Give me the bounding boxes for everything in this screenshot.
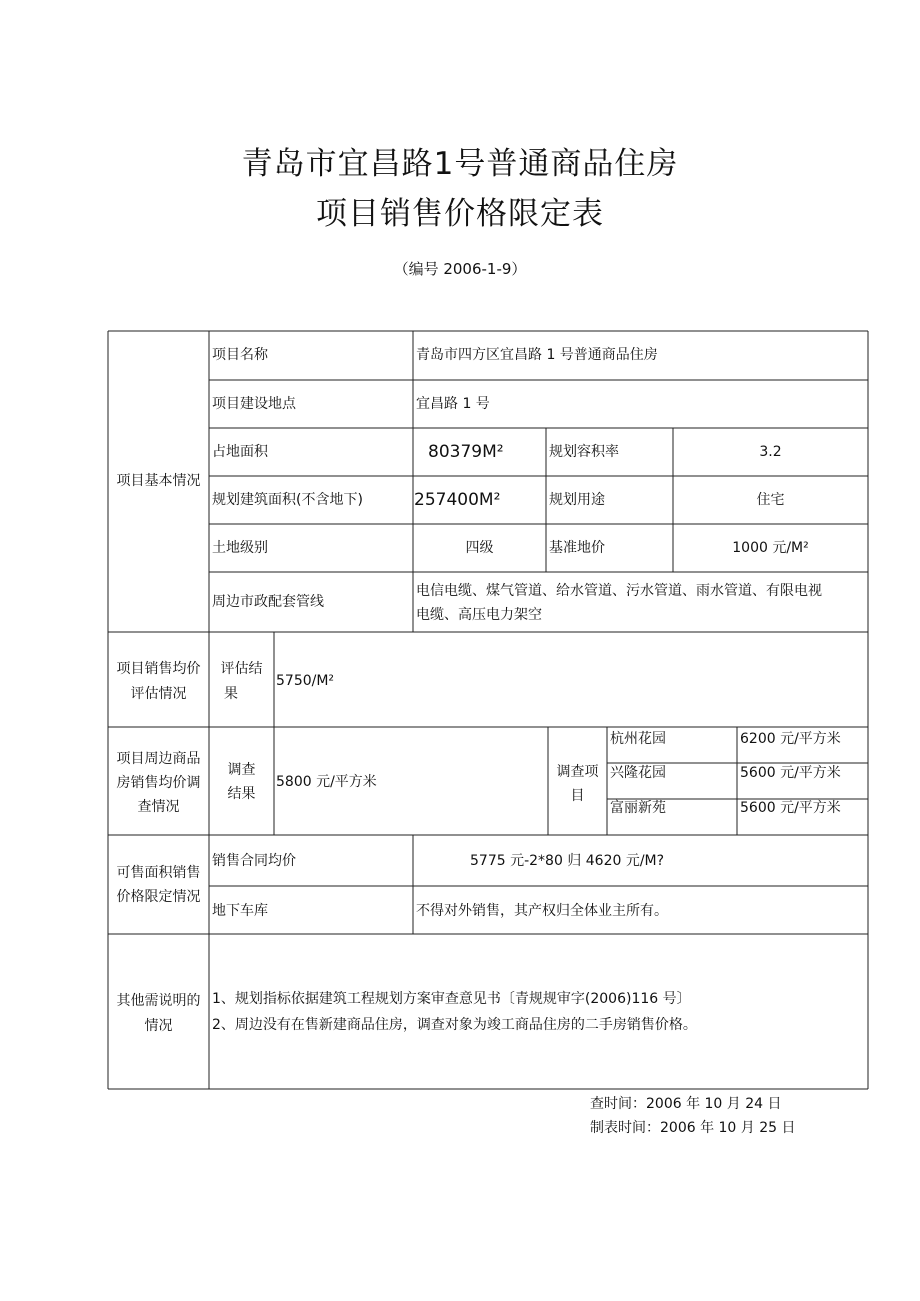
site-label: 项目建设地点: [212, 396, 296, 412]
build-area-label: 规划建筑面积(不含地下): [212, 492, 363, 508]
survey-item-name: 富丽新苑: [610, 800, 666, 816]
page-title-line-2: 项目销售价格限定表: [316, 196, 604, 232]
land-area-label: 占地面积: [212, 444, 268, 460]
section-survey-line-1: 项目周边商品: [116, 751, 201, 767]
survey-result-label-1: 调查: [227, 762, 256, 778]
base-price-value: 1000 元/M²: [732, 540, 809, 556]
survey-result-value: 5800 元/平方米: [276, 774, 377, 790]
build-area-value: 257400M²: [414, 490, 501, 510]
section-basic-info: 项目基本情况: [116, 473, 201, 489]
section-survey-line-3: 查情况: [137, 799, 180, 815]
section-limit-line-2: 价格限定情况: [116, 889, 201, 905]
survey-items-label-1: 调查项: [556, 764, 599, 780]
section-assess-line-2: 评估情况: [130, 686, 187, 702]
far-label: 规划容积率: [549, 444, 619, 460]
land-area-value: 80379M²: [428, 442, 504, 462]
survey-items-label-2: 目: [570, 788, 585, 804]
note-2: 2、周边没有在售新建商品住房，调查对象为竣工商品住房的二手房销售价格。: [212, 1017, 697, 1033]
survey-item-price: 5600 元/平方米: [740, 800, 841, 816]
contract-price-label: 销售合同均价: [212, 853, 296, 869]
infrastructure-value-line-1: 电信电缆、煤气管道、给水管道、污水管道、雨水管道、有限电视: [416, 583, 822, 599]
land-grade-label: 土地级别: [212, 540, 268, 556]
far-value: 3.2: [759, 444, 782, 460]
section-notes-line-2: 情况: [144, 1018, 173, 1034]
make-time: 制表时间：2006 年 10 月 25 日: [590, 1120, 796, 1136]
assess-result-label-2: 果: [224, 686, 238, 702]
assess-result-label-1: 评估结: [220, 661, 263, 677]
use-value: 住宅: [756, 492, 785, 508]
land-grade-value: 四级: [465, 540, 494, 556]
section-notes-line-1: 其他需说明的: [116, 993, 201, 1009]
survey-item-name: 兴隆花园: [610, 765, 666, 781]
section-survey-line-2: 房销售均价调: [116, 775, 201, 791]
note-1: 1、规划指标依据建筑工程规划方案审查意见书〔青规规审字(2006)116 号〕: [212, 991, 691, 1007]
base-price-label: 基准地价: [549, 540, 605, 556]
survey-item-price: 6200 元/平方米: [740, 731, 841, 747]
garage-label: 地下车库: [212, 903, 268, 919]
project-name-value: 青岛市四方区宜昌路 1 号普通商品住房: [416, 347, 658, 363]
site-value: 宜昌路 1 号: [416, 396, 490, 412]
assess-result-value: 5750/M²: [276, 673, 335, 689]
check-time: 查时间：2006 年 10 月 24 日: [590, 1096, 782, 1112]
survey-item-price: 5600 元/平方米: [740, 765, 841, 781]
project-name-label: 项目名称: [212, 347, 268, 363]
infrastructure-value-line-2: 电缆、高压电力架空: [416, 607, 542, 623]
contract-price-value: 5775 元-2*80 归 4620 元/M?: [470, 853, 665, 869]
use-label: 规划用途: [549, 492, 605, 508]
garage-value: 不得对外销售，其产权归全体业主所有。: [416, 903, 668, 919]
section-limit-line-1: 可售面积销售: [116, 865, 201, 881]
survey-item-name: 杭州花园: [610, 731, 666, 747]
document-code: （编号 2006-1-9）: [393, 260, 527, 278]
survey-result-label-2: 结果: [227, 786, 256, 802]
section-assess-line-1: 项目销售均价: [116, 661, 201, 677]
infrastructure-label: 周边市政配套管线: [212, 594, 324, 610]
page-title-line-1: 青岛市宜昌路1号普通商品住房: [241, 146, 679, 182]
